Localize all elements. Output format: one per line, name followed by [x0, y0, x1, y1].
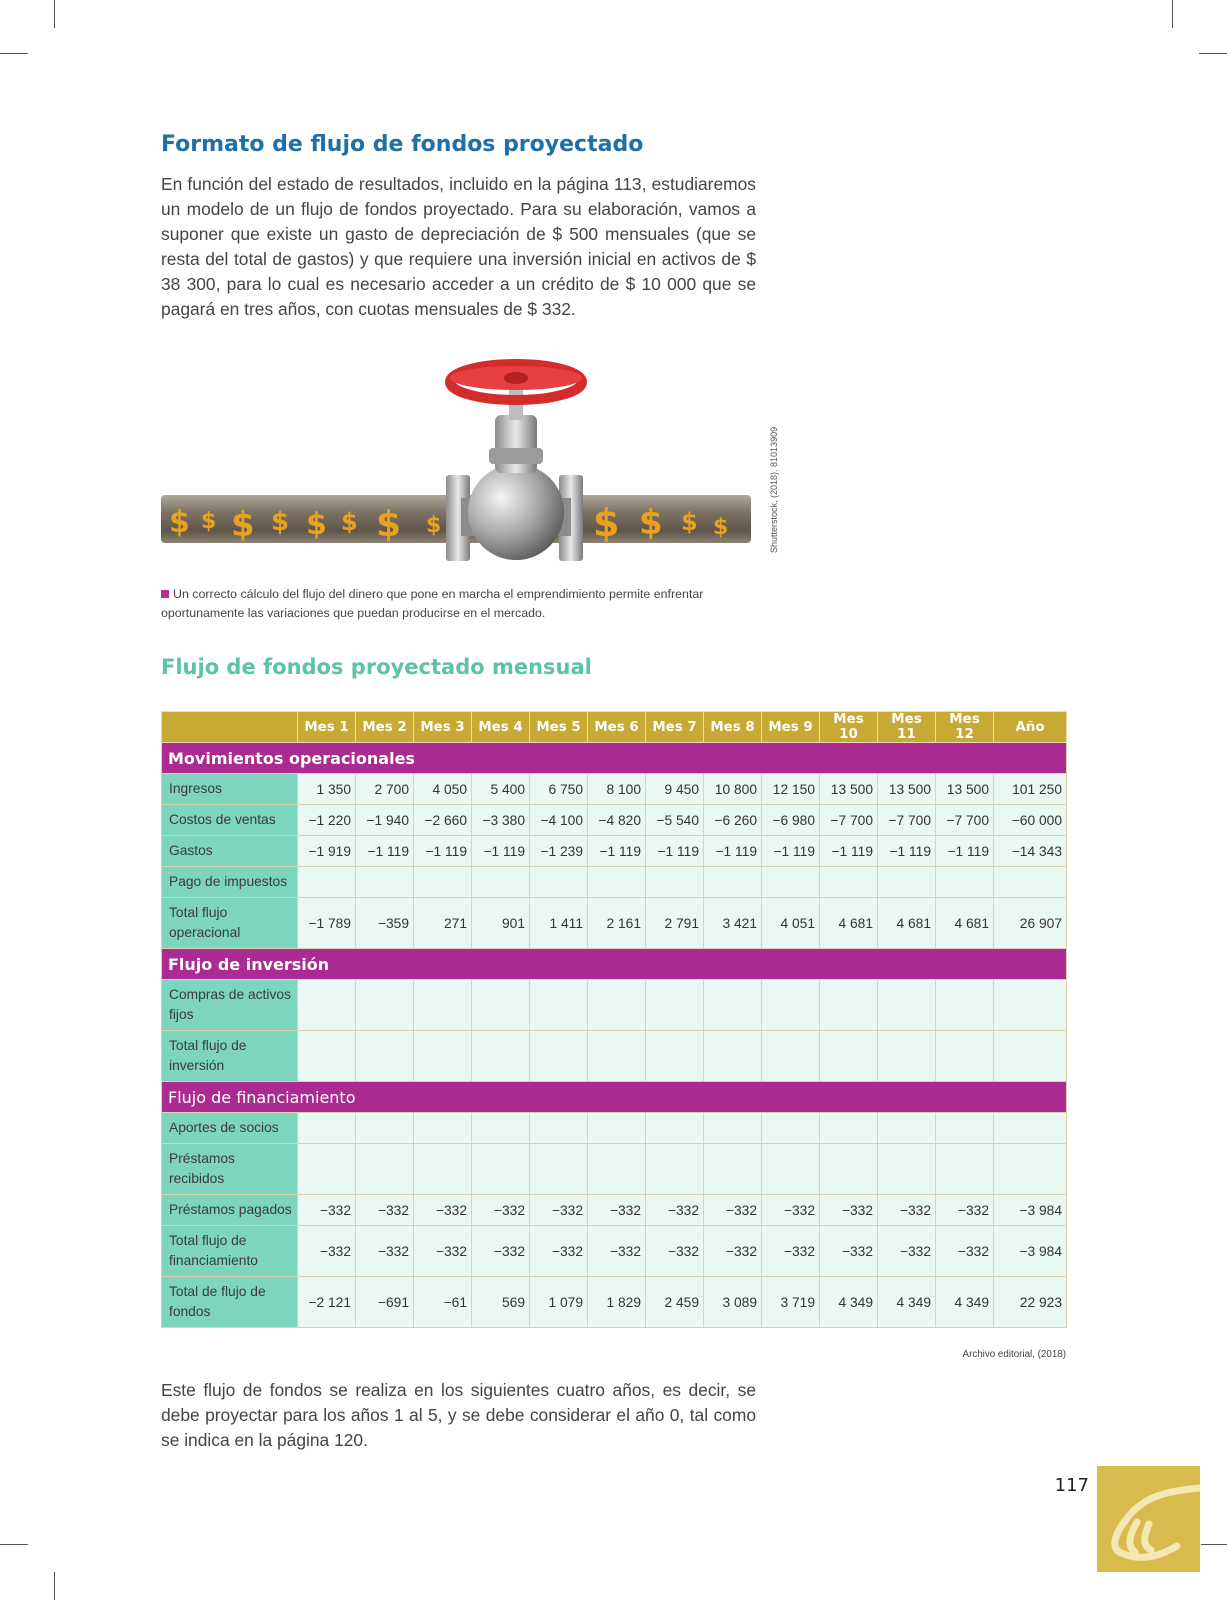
- table-cell: −332: [472, 1226, 530, 1277]
- closing-paragraph: Este flujo de fondos se realiza en los siguientes cuatro años, es decir, se debe proyectar para los años 1 al 5, y se debe considerar el año 0, tal como se indica en la página 120.: [161, 1380, 756, 1450]
- table-cell: 8 100: [588, 774, 646, 805]
- table-cell: −1 119: [646, 836, 704, 867]
- table-cell: [878, 980, 936, 1031]
- column-header: Mes 8: [704, 712, 762, 743]
- section-header-row: [162, 743, 1067, 774]
- table-cell: 2 700: [356, 774, 414, 805]
- table-cell: [414, 980, 472, 1031]
- row-label: Pago de impuestos: [162, 867, 298, 898]
- table-cell: 1 411: [530, 898, 588, 949]
- table-cell: −1 119: [878, 836, 936, 867]
- table-cell: −5 540: [646, 805, 704, 836]
- table-cell: 2 459: [646, 1277, 704, 1328]
- svg-text:$: $: [169, 505, 190, 540]
- svg-text:$: $: [201, 509, 217, 534]
- column-header: Mes 2: [356, 712, 414, 743]
- table-cell: −1 789: [298, 898, 356, 949]
- table-cell: 1 829: [588, 1277, 646, 1328]
- table-cell: −1 119: [936, 836, 994, 867]
- table-cell: [530, 1144, 588, 1195]
- table-cell: −7 700: [878, 805, 936, 836]
- table-cell: 4 349: [878, 1277, 936, 1328]
- table-cell: −1 919: [298, 836, 356, 867]
- table-cell: [530, 1031, 588, 1082]
- table-cell: −332: [414, 1226, 472, 1277]
- table-cell: −691: [356, 1277, 414, 1328]
- table-cell: −1 119: [762, 836, 820, 867]
- column-header: Mes 12: [936, 712, 994, 743]
- table-cell: −332: [704, 1195, 762, 1226]
- table-cell: −332: [530, 1195, 588, 1226]
- table-cell: 10 800: [704, 774, 762, 805]
- crop-mark-top-right-v: [1172, 0, 1173, 28]
- row-label: Compras de activos fijos: [162, 980, 298, 1031]
- section-heading: Formato de flujo de fondos proyectado: [161, 132, 644, 157]
- table-cell: [878, 1144, 936, 1195]
- table-cell: [704, 867, 762, 898]
- table-cell: [588, 1144, 646, 1195]
- table-cell: −6 260: [704, 805, 762, 836]
- table-cell: [994, 1144, 1067, 1195]
- table-cell: −1 119: [472, 836, 530, 867]
- table-cell: −60 000: [994, 805, 1067, 836]
- table-cell: [530, 1113, 588, 1144]
- cash-flow-table: [161, 711, 1067, 1328]
- pipe-valve-dollar-photo: [161, 350, 751, 570]
- table-row: [162, 1226, 1067, 1277]
- row-label: Gastos: [162, 836, 298, 867]
- table-cell: −1 940: [356, 805, 414, 836]
- table-cell: [414, 1144, 472, 1195]
- table-cell: [762, 1031, 820, 1082]
- row-label: Total de flujo de fondos: [162, 1277, 298, 1328]
- column-header: Mes 1: [298, 712, 356, 743]
- row-label: Préstamos recibidos: [162, 1144, 298, 1195]
- table-cell: [588, 1031, 646, 1082]
- table-cell: [356, 1144, 414, 1195]
- table-cell: [472, 1144, 530, 1195]
- table-row: [162, 1031, 1067, 1082]
- table-cell: −332: [414, 1195, 472, 1226]
- table-cell: [820, 1113, 878, 1144]
- table-cell: 4 050: [414, 774, 472, 805]
- table-cell: [414, 1113, 472, 1144]
- table-cell: −332: [298, 1195, 356, 1226]
- table-cell: [762, 1113, 820, 1144]
- table-cell: 3 089: [704, 1277, 762, 1328]
- table-cell: 13 500: [936, 774, 994, 805]
- section-title: Flujo de inversión: [162, 949, 1067, 980]
- table-cell: [356, 1031, 414, 1082]
- table-cell: [762, 1144, 820, 1195]
- section-header-row: [162, 949, 1067, 980]
- table-cell: [472, 1031, 530, 1082]
- table-cell: 271: [414, 898, 472, 949]
- table-cell: −3 984: [994, 1195, 1067, 1226]
- table-cell: [936, 1113, 994, 1144]
- row-label: Total flujo operacional: [162, 898, 298, 949]
- table-cell: −3 984: [994, 1226, 1067, 1277]
- table-cell: [472, 980, 530, 1031]
- table-cell: −332: [646, 1195, 704, 1226]
- table-row: [162, 1277, 1067, 1328]
- table-cell: −332: [646, 1226, 704, 1277]
- table-cell: [994, 980, 1067, 1031]
- table-cell: [994, 867, 1067, 898]
- table-row: [162, 1113, 1067, 1144]
- table-cell: 3 719: [762, 1277, 820, 1328]
- table-cell: −4 820: [588, 805, 646, 836]
- table-cell: 6 750: [530, 774, 588, 805]
- column-header: Mes 11: [878, 712, 936, 743]
- table-cell: −2 121: [298, 1277, 356, 1328]
- svg-text:$: $: [271, 507, 290, 537]
- table-cell: −3 380: [472, 805, 530, 836]
- table-cell: 22 923: [994, 1277, 1067, 1328]
- table-cell: 4 681: [878, 898, 936, 949]
- table-cell: −1 239: [530, 836, 588, 867]
- table-cell: [588, 980, 646, 1031]
- table-cell: 1 079: [530, 1277, 588, 1328]
- table-cell: 13 500: [878, 774, 936, 805]
- table-cell: −332: [820, 1226, 878, 1277]
- table-cell: 2 161: [588, 898, 646, 949]
- table-cell: [820, 980, 878, 1031]
- table-cell: −332: [588, 1195, 646, 1226]
- table-cell: [994, 1031, 1067, 1082]
- table-cell: [878, 867, 936, 898]
- table-cell: 12 150: [762, 774, 820, 805]
- table-cell: −1 119: [704, 836, 762, 867]
- crop-mark-top-right-h: [1199, 53, 1227, 54]
- column-header: Mes 3: [414, 712, 472, 743]
- table-cell: −2 660: [414, 805, 472, 836]
- column-header: Mes 4: [472, 712, 530, 743]
- table-cell: −6 980: [762, 805, 820, 836]
- row-label: Total flujo de financiamiento: [162, 1226, 298, 1277]
- table-cell: [936, 1144, 994, 1195]
- table-row: [162, 805, 1067, 836]
- photo-caption: [161, 585, 741, 623]
- table-cell: [878, 1113, 936, 1144]
- table-cell: [646, 1144, 704, 1195]
- table-cell: −332: [762, 1195, 820, 1226]
- table-cell: −1 220: [298, 805, 356, 836]
- table-cell: −332: [762, 1226, 820, 1277]
- table-row: [162, 898, 1067, 949]
- section-header-row: [162, 1082, 1067, 1113]
- column-header: Mes 10: [820, 712, 878, 743]
- row-label: Total flujo de inversión: [162, 1031, 298, 1082]
- table-cell: −332: [472, 1195, 530, 1226]
- table-cell: [704, 980, 762, 1031]
- table-cell: [356, 1113, 414, 1144]
- table-cell: −61: [414, 1277, 472, 1328]
- caption-text: Un correcto cálculo del flujo del dinero que pone en marcha el emprendimiento permite enfrentar oportunamente las variaciones que puedan producirse en el mercado.: [161, 587, 704, 620]
- table-cell: −332: [530, 1226, 588, 1277]
- table-cell: [646, 1113, 704, 1144]
- table-cell: [588, 1113, 646, 1144]
- table-cell: −1 119: [356, 836, 414, 867]
- table-cell: [762, 980, 820, 1031]
- crop-mark-bottom-left-v: [54, 1572, 55, 1600]
- table-cell: [298, 1031, 356, 1082]
- table-cell: [936, 980, 994, 1031]
- table-cell: 4 349: [820, 1277, 878, 1328]
- crop-mark-bottom-right-h: [1201, 1544, 1227, 1545]
- table-cell: 901: [472, 898, 530, 949]
- table-cell: [530, 867, 588, 898]
- table-cell: −332: [936, 1226, 994, 1277]
- table-cell: [762, 867, 820, 898]
- table-cell: 5 400: [472, 774, 530, 805]
- table-cell: [298, 1144, 356, 1195]
- table-cell: −7 700: [820, 805, 878, 836]
- table-cell: [704, 1113, 762, 1144]
- table-cell: 9 450: [646, 774, 704, 805]
- table-cell: [298, 1113, 356, 1144]
- table-cell: [704, 1031, 762, 1082]
- table-cell: [472, 1113, 530, 1144]
- table-cell: [820, 1144, 878, 1195]
- table-cell: −332: [936, 1195, 994, 1226]
- table-cell: 101 250: [994, 774, 1067, 805]
- svg-text:$: $: [681, 508, 698, 536]
- intro-paragraph: En función del estado de resultados, incluido en la página 113, estudiaremos un modelo de un flujo de fondos proyectado. Para su elaboración, vamos a suponer que existe un gasto de depreciación de $ 500 mensuales (que se resta del total de gastos) y que requiere una inversión inicial en activos de $ 38 300, para lo cual es necesario acceder a un crédito de $ 10 000 que se pagará en tres años, con cuotas mensuales de $ 332.: [161, 174, 756, 319]
- table-cell: [414, 1031, 472, 1082]
- table-cell: [704, 1144, 762, 1195]
- table-cell: −332: [298, 1226, 356, 1277]
- table-cell: [646, 867, 704, 898]
- table-cell: [530, 980, 588, 1031]
- photo-credit: Shutterstock, (2018). 81013909: [769, 426, 779, 553]
- svg-text:$: $: [639, 503, 663, 543]
- table-cell: 4 681: [820, 898, 878, 949]
- table-cell: 1 350: [298, 774, 356, 805]
- table-cell: 4 681: [936, 898, 994, 949]
- table-cell: [298, 867, 356, 898]
- table-cell: −1 119: [820, 836, 878, 867]
- svg-text:$: $: [231, 505, 255, 545]
- table-cell: [878, 1031, 936, 1082]
- hand-icon: [1097, 1466, 1200, 1572]
- row-label: Ingresos: [162, 774, 298, 805]
- table-cell: −332: [588, 1226, 646, 1277]
- table-cell: [356, 980, 414, 1031]
- table-cell: −4 100: [530, 805, 588, 836]
- column-header: Mes 9: [762, 712, 820, 743]
- table-row: [162, 774, 1067, 805]
- table-cell: −1 119: [588, 836, 646, 867]
- page-number: 117: [1054, 1475, 1089, 1496]
- section-title: Flujo de financiamiento: [162, 1082, 1067, 1113]
- crop-mark-top-left-v: [54, 0, 55, 28]
- table-cell: [936, 1031, 994, 1082]
- table-cell: 4 349: [936, 1277, 994, 1328]
- svg-text:$: $: [306, 507, 327, 542]
- header-corner-cell: [162, 712, 298, 743]
- table-cell: [936, 867, 994, 898]
- table-row: [162, 980, 1067, 1031]
- table-cell: 4 051: [762, 898, 820, 949]
- table-row: [162, 836, 1067, 867]
- svg-text:$: $: [376, 504, 402, 545]
- column-header: Año: [994, 712, 1067, 743]
- crop-mark-top-left-h: [0, 53, 28, 54]
- row-label: Costos de ventas: [162, 805, 298, 836]
- table-cell: 13 500: [820, 774, 878, 805]
- table-cell: 569: [472, 1277, 530, 1328]
- table-cell: −7 700: [936, 805, 994, 836]
- table-cell: [820, 1031, 878, 1082]
- table-cell: −1 119: [414, 836, 472, 867]
- table-credit: Archivo editorial, (2018): [962, 1349, 1066, 1360]
- row-label: Aportes de socios: [162, 1113, 298, 1144]
- table-header-row: [162, 712, 1067, 743]
- table-cell: 26 907: [994, 898, 1067, 949]
- table-cell: [588, 867, 646, 898]
- table-cell: −359: [356, 898, 414, 949]
- table-row: [162, 1144, 1067, 1195]
- table-cell: −332: [356, 1195, 414, 1226]
- table-row: [162, 1195, 1067, 1226]
- svg-text:$: $: [341, 508, 358, 536]
- caption-bullet-icon: [161, 590, 169, 598]
- table-row: [162, 867, 1067, 898]
- table-cell: [646, 980, 704, 1031]
- table-cell: [472, 867, 530, 898]
- svg-text:$: $: [593, 501, 620, 545]
- table-cell: −332: [878, 1226, 936, 1277]
- section-title: Movimientos operacionales: [162, 743, 1067, 774]
- row-label: Préstamos pagados: [162, 1195, 298, 1226]
- table-cell: [820, 867, 878, 898]
- column-header: Mes 7: [646, 712, 704, 743]
- table-cell: [646, 1031, 704, 1082]
- column-header: Mes 6: [588, 712, 646, 743]
- table-cell: [298, 980, 356, 1031]
- svg-text:$: $: [713, 515, 729, 540]
- table-cell: −332: [820, 1195, 878, 1226]
- table-cell: −332: [356, 1226, 414, 1277]
- table-cell: 2 791: [646, 898, 704, 949]
- table-cell: −14 343: [994, 836, 1067, 867]
- table-cell: [414, 867, 472, 898]
- svg-text:$: $: [426, 513, 442, 538]
- table-cell: [994, 1113, 1067, 1144]
- column-header: Mes 5: [530, 712, 588, 743]
- table-cell: −332: [704, 1226, 762, 1277]
- table-heading: Flujo de fondos proyectado mensual: [161, 655, 592, 679]
- table-cell: [356, 867, 414, 898]
- crop-mark-bottom-left-h: [0, 1544, 28, 1545]
- table-cell: 3 421: [704, 898, 762, 949]
- table-cell: −332: [878, 1195, 936, 1226]
